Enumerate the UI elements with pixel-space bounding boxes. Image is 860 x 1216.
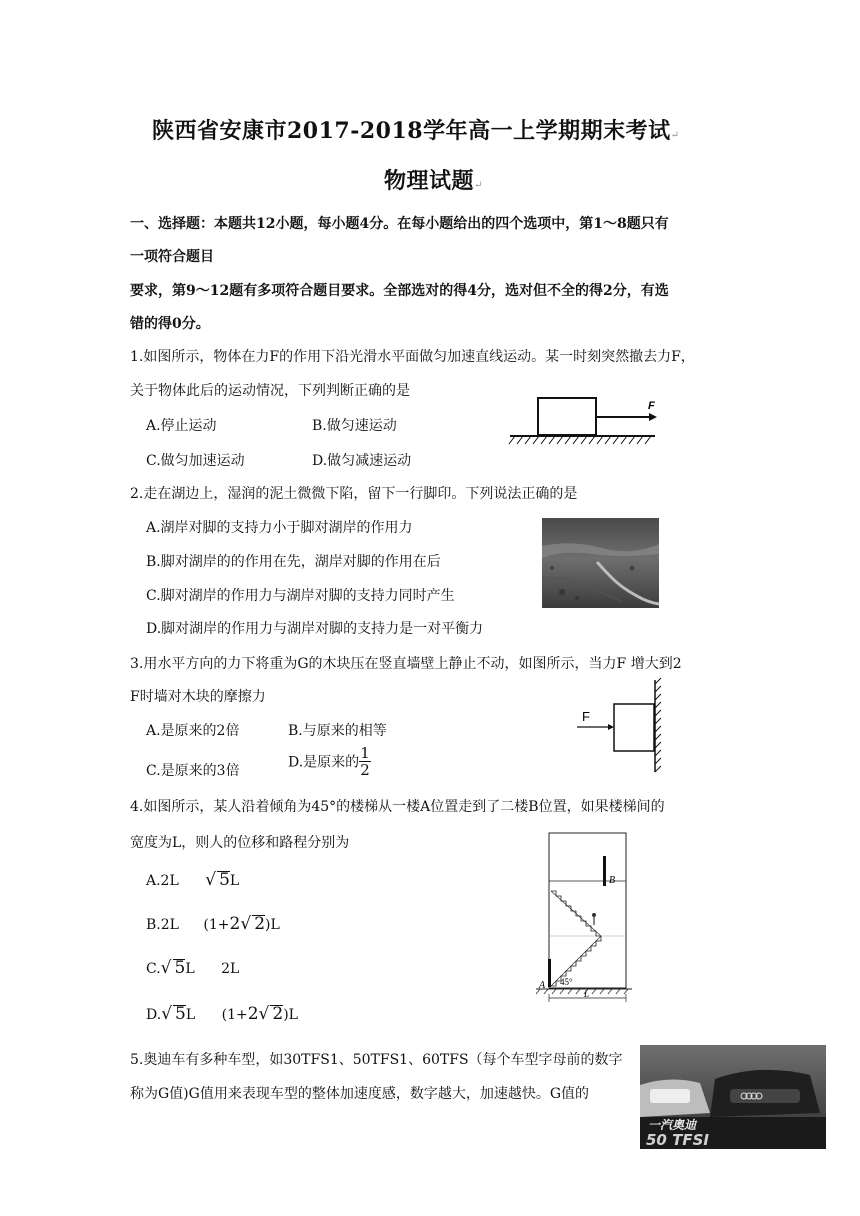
question-3-option-a: A.是原来的2倍	[146, 723, 240, 739]
radicand: 5	[174, 958, 186, 978]
car-photo-brand-text: 一汽奥迪	[648, 1118, 697, 1132]
question-4-staircase-figure	[528, 831, 638, 1003]
staircase-label-width: L	[584, 989, 590, 999]
question-4-stem-line1: 4.如图所示，某人沿着倾角为45°的楼梯从一楼A位置走到了二楼B位置，如果楼梯间的	[130, 799, 665, 815]
paren-open: (1+	[203, 917, 230, 933]
question-2-option-a: A.湖岸对脚的支持力小于脚对湖岸的作用力	[146, 520, 413, 536]
fraction-numerator: 1	[360, 744, 370, 762]
question-1-figure	[505, 392, 665, 450]
question-4-option-d	[146, 1004, 298, 1024]
question-5-stem-line2: 称为G值)G值用来表现车型的整体加速度感，数字越大，加速越快。G值的	[130, 1086, 590, 1102]
option-a-displacement: A.2L	[146, 873, 179, 889]
question-1-option-b: B.做匀速运动	[312, 418, 397, 434]
question-5-stem-line1: 5.奥迪车有多种车型，如30TFS1、50TFS1、60TFS（每个车型字母前的数字	[130, 1052, 623, 1068]
coefficient: 2	[247, 1004, 259, 1024]
question-3-figure-label-f: F	[582, 709, 590, 724]
unit: L	[185, 961, 195, 977]
question-2-lakeshore-photo	[542, 518, 659, 608]
section-instructions-line3: 要求，第9～12题有多项符合题目要求。全部选对的得4分，选对但不全的得2分，有选	[130, 283, 669, 299]
question-4-option-a	[146, 870, 239, 890]
question-2-option-d: D.脚对湖岸的作用力与湖岸对脚的支持力是一对平衡力	[146, 621, 484, 637]
option-b-displacement: B.2L	[146, 917, 179, 933]
staircase-label-b: B	[609, 875, 616, 886]
question-3-option-d-fraction	[359, 745, 371, 778]
unit: L	[185, 1007, 196, 1023]
page-title-text: 陕西省安康市2017-2018学年高一上学期期末考试	[152, 118, 671, 144]
sqrt-icon: √	[205, 870, 217, 890]
radicand: 5	[219, 870, 230, 890]
page-subtitle-text: 物理试题	[384, 168, 475, 194]
question-4-stem-line2: 宽度为L，则人的位移和路程分别为	[130, 835, 350, 851]
question-2-option-b: B.脚对湖岸的的作用在先，湖岸对脚的作用在后	[146, 554, 441, 570]
option-c-prefix: C.	[146, 961, 161, 977]
question-2-option-c: C.脚对湖岸的作用力与湖岸对脚的支持力同时产生	[146, 588, 455, 604]
unit: L	[229, 873, 240, 889]
section-instructions-line2: 一项符合题目	[130, 249, 214, 265]
question-4-option-b	[146, 914, 280, 934]
paren-close: )L	[265, 917, 280, 933]
question-3-stem-line1: 3.用水平方向的力下将重为G的木块压在竖直墙壁上静止不动，如图所示，当力F 增大到2	[130, 656, 682, 672]
section-instructions-line4: 错的得0分。	[130, 316, 210, 332]
fraction-denominator: 2	[360, 761, 370, 779]
staircase-label-angle: 45°	[560, 977, 573, 987]
question-1-option-a: A.停止运动	[146, 418, 217, 434]
question-5-car-photo	[640, 1045, 826, 1149]
paren-open: (1+	[221, 1007, 248, 1023]
question-1-stem-line2: 关于物体此后的运动情况，下列判断正确的是	[130, 383, 410, 399]
sqrt-icon: √	[161, 1004, 173, 1024]
question-1-stem-line1: 1.如图所示，物体在力F的作用下沿光滑水平面做匀加速直线运动。某一时刻突然撤去力F，	[130, 349, 695, 365]
option-c-path: 2L	[221, 961, 240, 977]
question-3-option-b: B.与原来的相等	[288, 723, 387, 739]
option-d-prefix: D.	[146, 1007, 162, 1023]
radicand: 5	[175, 1004, 186, 1024]
question-3-option-d	[288, 745, 371, 778]
car-photo-model-text: 50 TFSI	[646, 1131, 709, 1149]
question-3-option-d-text: D.是原来的	[288, 754, 360, 771]
sqrt-icon: √	[160, 958, 172, 978]
radicand: 2	[254, 914, 266, 934]
paren-close: )L	[283, 1007, 298, 1023]
section-instructions-line1: 一、选择题：本题共12小题，每小题4分。在每小题给出的四个选项中，第1～8题只有	[130, 216, 669, 232]
staircase-label-a: A	[539, 980, 546, 991]
question-1-option-c: C.做匀加速运动	[146, 453, 245, 469]
question-1-figure-label-f: F	[648, 400, 655, 412]
question-3-option-c: C.是原来的3倍	[146, 763, 240, 779]
page-subtitle: 物理试题↵	[384, 168, 483, 194]
sqrt-icon: √	[240, 914, 252, 934]
question-2-stem: 2.走在湖边上，湿润的泥土微微下陷，留下一行脚印。下列说法正确的是	[130, 486, 578, 502]
coefficient: 2	[229, 914, 241, 934]
question-3-figure	[572, 678, 664, 774]
page-title: 陕西省安康市2017-2018学年高一上学期期末考试↵	[152, 118, 680, 144]
question-3-stem-line2: F时墙对木块的摩擦力	[130, 689, 266, 705]
question-1-option-d: D.做匀减速运动	[312, 453, 412, 469]
question-4-option-c	[146, 958, 239, 978]
radicand: 2	[272, 1004, 284, 1024]
sqrt-icon: √	[258, 1004, 270, 1024]
